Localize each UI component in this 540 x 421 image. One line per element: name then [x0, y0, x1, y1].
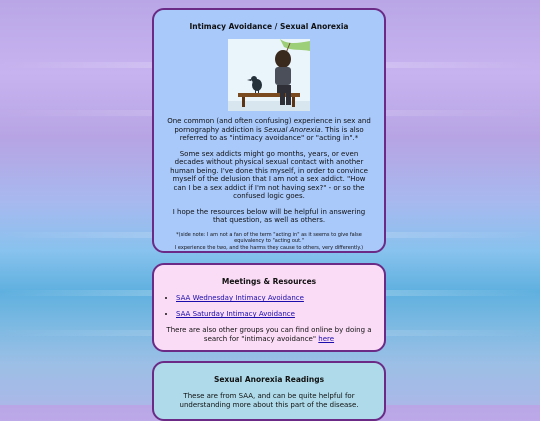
saa-saturday-link[interactable]: SAA Saturday Intimacy Avoidance: [176, 310, 295, 318]
other-groups-text: There are also other groups you can find online by doing a search for "intimacy avoidance" here: [166, 326, 372, 343]
saa-wednesday-link[interactable]: SAA Wednesday Intimacy Avoidance: [176, 294, 304, 302]
panel-title: Sexual Anorexia Readings: [213, 375, 325, 384]
list-item: [176, 294, 372, 302]
panel-title: Meetings & Resources: [221, 277, 317, 286]
meetings-list: [166, 294, 372, 318]
list-item: [176, 310, 372, 318]
here-link[interactable]: here: [318, 334, 335, 343]
readings-description: These are from SAA, and can be quite helpful for understanding more about this part of the disease.: [179, 392, 359, 409]
person-on-bench-illustration-icon: [228, 39, 310, 111]
meetings-resources-panel: [152, 263, 386, 352]
panel-title: Intimacy Avoidance / Sexual Anorexia: [189, 22, 349, 31]
sexual-anorexia-readings-panel: [152, 361, 386, 421]
hope-paragraph: I hope the resources below will be helpful in answering that question, as well as others.: [172, 207, 366, 224]
intimacy-avoidance-panel: [152, 8, 386, 253]
side-note: *(side note: I am not a fan of the term "acting in" as it seems to give false equivalency to "acting out." I experience the two, and the harms they cause to others, very differently.): [174, 231, 364, 251]
intro-paragraph: One common (and often confusing) experience in sex and pornography addiction is Sexual Anorexia. This is also referred to as "intimacy avoidance" or "acting in".*: [167, 117, 371, 142]
months-years-paragraph: Some sex addicts might go months, years, or even decades without physical sexual contact with another human being. I've done this myself, in order to convince myself of the delusion that I am not a sex addict. "How can I be a sex addict if I'm not having sex?" - or so the confused logic goes.: [170, 149, 368, 200]
